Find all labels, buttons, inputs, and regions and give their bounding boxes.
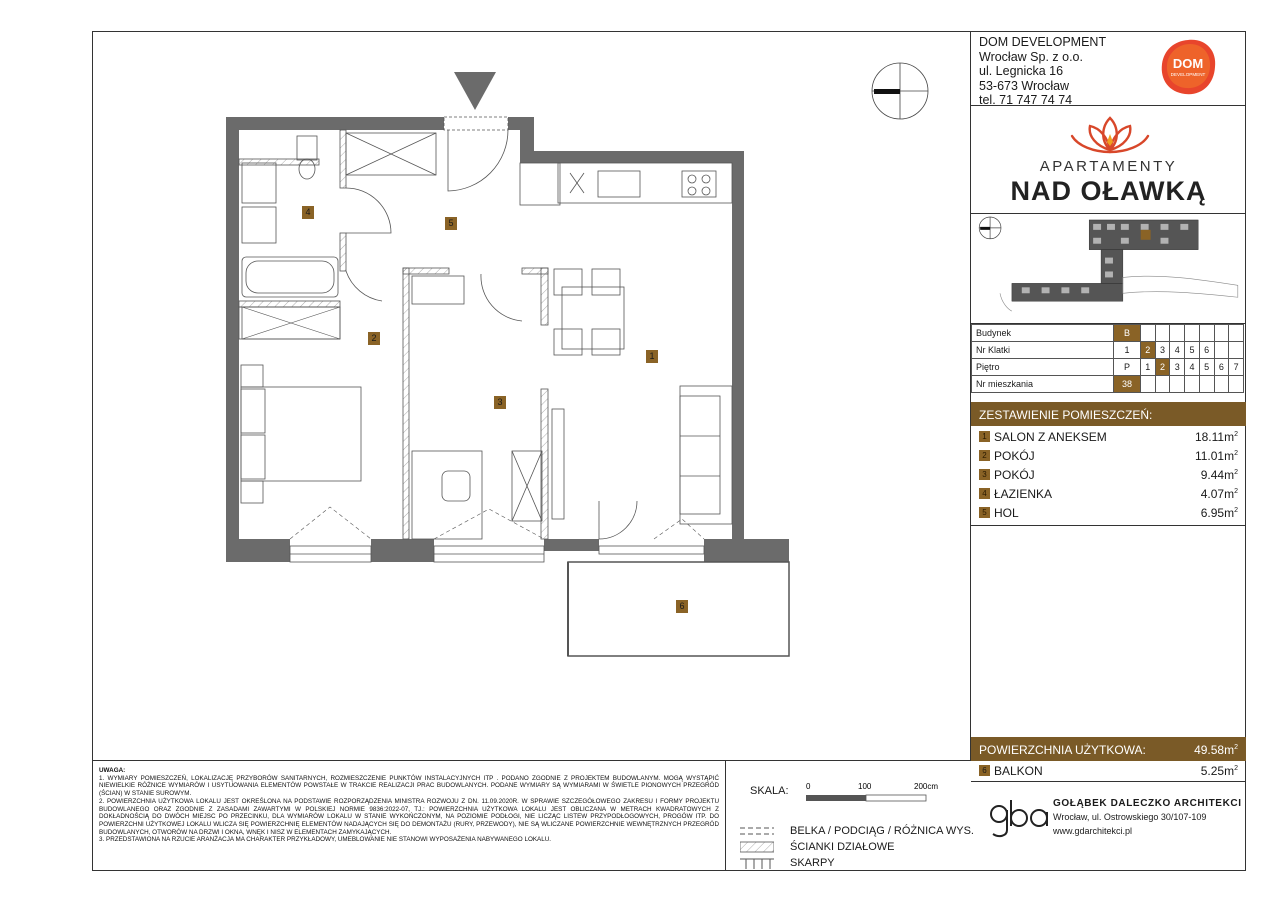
balcony-area: $5.25m^2$ (1200, 764, 1238, 778)
site-key-plan (971, 214, 1246, 324)
svg-text:0: 0 (806, 782, 811, 791)
note-item: 3. PRZEDSTAWIONA NA RZUCIE ARANŻACJA MA CHARAKTER PRZYKŁADOWY, UMEBLOWANIE NIE STANOWI WYPOSAŻENIA NABYWANEGO LOKALU. (99, 836, 552, 844)
dashed-line-icon (740, 825, 774, 837)
floor-cell: 3 (1170, 359, 1185, 376)
building-label: Budynek (972, 325, 1114, 342)
floor-cell: 4 (1185, 359, 1200, 376)
floor-cell: P (1114, 359, 1141, 376)
room-summary-title: ZESTAWIENIE POMIESZCZEŃ: (971, 402, 1246, 426)
floor-cell: 5 (1199, 359, 1214, 376)
developer-phone: tel. 71 747 74 74 (979, 93, 1073, 107)
sheet-frame (92, 31, 1246, 871)
architect-block (971, 781, 1246, 871)
floor-label: Piętro (972, 359, 1114, 376)
developer-company: Wrocław Sp. z o.o. (979, 49, 1083, 64)
project-name-line-2: NAD OŁAWKĄ (1010, 176, 1207, 206)
room-area: $18.11m^2$ (1194, 430, 1238, 444)
total-area-value: $49.58m^2$ (1194, 743, 1238, 757)
lotus-logo-icon (1066, 112, 1154, 156)
room-label-5: 5 (445, 217, 457, 230)
room-number: 1 (979, 431, 990, 442)
room-number: 3 (979, 469, 990, 480)
room-area: $4.07m^2$ (1200, 487, 1238, 501)
scale-label: SKALA: (750, 785, 789, 797)
balcony-number: 6 (979, 765, 990, 776)
room-label-4: 4 (302, 206, 314, 219)
floor-cell: 7 (1229, 359, 1244, 376)
room-label-3: 3 (494, 396, 506, 409)
stair-cell: 4 (1170, 342, 1185, 359)
room-row (971, 504, 1246, 523)
notes-block (93, 760, 726, 871)
stair-row (972, 342, 1244, 359)
summary-divider (971, 525, 1246, 526)
developer-block (971, 32, 1246, 106)
note-item: 1. WYMIARY POMIESZCZEŃ, LOKALIZACJĘ PRZYBORÓW SANITARNYCH, ROZMIESZCZENIE PUNKTÓW INSTALACYJNYCH ITP . PODANO ZGODNIE Z PROJEKTEM BUDOWLANYM. MOGĄ WYSTĄPIĆ NIEWIELKIE RÓŻNICE WYMIARÓW I USYTUOWANIA ELEMENTÓW POWSTAŁE W TRAKCIE REALIZACJI PRAC BUDOWLANYCH. PODANE WYMIARY SĄ WYMIARAMI W ŚWIETLE PIONOWYCH PRZEGRÓD (ŚCIAN) W STANIE SUROWYM. (99, 774, 719, 798)
location-table (971, 324, 1246, 402)
room-row (971, 428, 1246, 447)
room-area: $6.95m^2$ (1200, 506, 1238, 520)
stair-cell-selected: 2 (1140, 342, 1155, 359)
scale-bar (806, 781, 956, 811)
room-name: POKÓJ (994, 449, 1035, 463)
building-value: B (1114, 325, 1141, 342)
room-number: 5 (979, 507, 990, 518)
developer-street: ul. Legnicka 16 (979, 64, 1064, 78)
room-row (971, 485, 1246, 504)
stair-cell: 6 (1199, 342, 1214, 359)
gda-logo-icon (989, 796, 1049, 840)
room-name: POKÓJ (994, 468, 1035, 482)
dom-development-logo (1157, 36, 1219, 98)
balcony-name: BALKON (994, 764, 1043, 778)
project-name-line-1: APARTAMENTY (1039, 158, 1178, 175)
room-area: $11.01m^2$ (1194, 449, 1238, 463)
building-row (972, 325, 1244, 342)
hatched-wall-icon (740, 841, 774, 853)
room-name: HOL (994, 506, 1019, 520)
note-item: 2. POWIERZCHNIA UŻYTKOWA LOKALU JEST OKREŚLONA NA PODSTAWIE ROZPORZĄDZENIA MINISTRA ROZWOJU Z DN. 11.09.2020R. W SPRAWIE SZCZEGÓŁOWEGO ZAKRESU I FORMY PROJEKTU BUDOWLANEGO ORAZ ZGODNIE Z ZASADAMI ZAWARTYMI W POLSKIEJ NORMIE 9836:2022-07, TJ.: POWIERZCHNIA UŻYTKOWA LOKALU JEST OBLICZANA W METRACH KWADRATOWYCH Z DOKŁADNOŚCIĄ DO DWÓCH MIEJSC PO PRZECINKU, DLA WYMIARÓW LOKALU W STANIE WYKOŃCZONYM, NA POZIOMIE PODŁOGI, NIE LICZĄC LISTEW PRZYPODŁOGOWYCH, PROGÓW ITP. DO POWIERZCHNI UŻYTKOWEJ LOKALU WLICZA SIĘ POWIERZCHNIĘ ELEMENTÓW NADAJĄCYCH SIĘ DO DEMONTAŻU (RURY, PRZEWODY), NIE SĄ WLICZANE POWIERZCHNIE WEWNĘTRZNYCH PRZEGRÓD BUDOWLANYCH, OTWORÓW NA DRZWI I OKNA, WNĘK I NISZ W ELEMENTACH ZAMYKAJĄCYCH. (99, 797, 719, 836)
info-panel (971, 32, 1246, 760)
room-name: ŁAZIENKA (994, 487, 1053, 501)
stair-cell: 1 (1114, 342, 1141, 359)
floor-cell: 6 (1214, 359, 1229, 376)
stair-cell: 3 (1155, 342, 1170, 359)
room-label-1: 1 (646, 350, 658, 363)
svg-text:DEVELOPMENT: DEVELOPMENT (1170, 72, 1206, 77)
room-row (971, 466, 1246, 485)
plan-area (93, 32, 971, 760)
floor-row (972, 359, 1244, 376)
slope-lines-icon (740, 857, 774, 869)
notes-title: UWAGA: (99, 767, 126, 774)
key-plan-compass-icon (979, 217, 1001, 239)
legend-block (726, 760, 974, 871)
total-area-bar (971, 737, 1246, 761)
svg-text:200cm: 200cm (914, 782, 939, 791)
room-label-6: 6 (676, 600, 688, 613)
apartment-label: Nr mieszkania (972, 376, 1114, 393)
developer-city: 53-673 Wrocław (979, 78, 1070, 93)
stair-cell: 5 (1185, 342, 1200, 359)
architect-name: GOŁĄBEK DALECZKO ARCHITEKCI (1053, 798, 1242, 809)
total-area-label: POWIERZCHNIA UŻYTKOWA: (979, 743, 1146, 757)
svg-text:100: 100 (858, 782, 872, 791)
legend-text: ŚCIANKI DZIAŁOWE (790, 841, 895, 853)
apartment-value: 38 (1114, 376, 1141, 393)
architect-website: www.gdarchitekci.pl (1053, 826, 1133, 836)
project-branding (971, 106, 1246, 214)
floor-cell-selected: 2 (1155, 359, 1170, 376)
legend-text: BELKA / PODCIĄG / RÓŻNICA WYS. (790, 825, 974, 837)
room-label-2: 2 (368, 332, 380, 345)
legend-text: SKARPY (790, 857, 835, 869)
developer-name: DOM DEVELOPMENT (979, 35, 1107, 49)
apartment-row (972, 376, 1244, 393)
room-number: 2 (979, 450, 990, 461)
stair-label: Nr Klatki (972, 342, 1114, 359)
balcony-row (971, 762, 1246, 781)
room-number: 4 (979, 488, 990, 499)
svg-text:DOM: DOM (1172, 56, 1204, 71)
room-area: $9.44m^2$ (1200, 468, 1238, 482)
room-name: SALON Z ANEKSEM (994, 430, 1107, 444)
architect-address: Wrocław, ul. Ostrowskiego 30/107-109 (1053, 812, 1207, 822)
room-row (971, 447, 1246, 466)
floor-cell: 1 (1140, 359, 1155, 376)
